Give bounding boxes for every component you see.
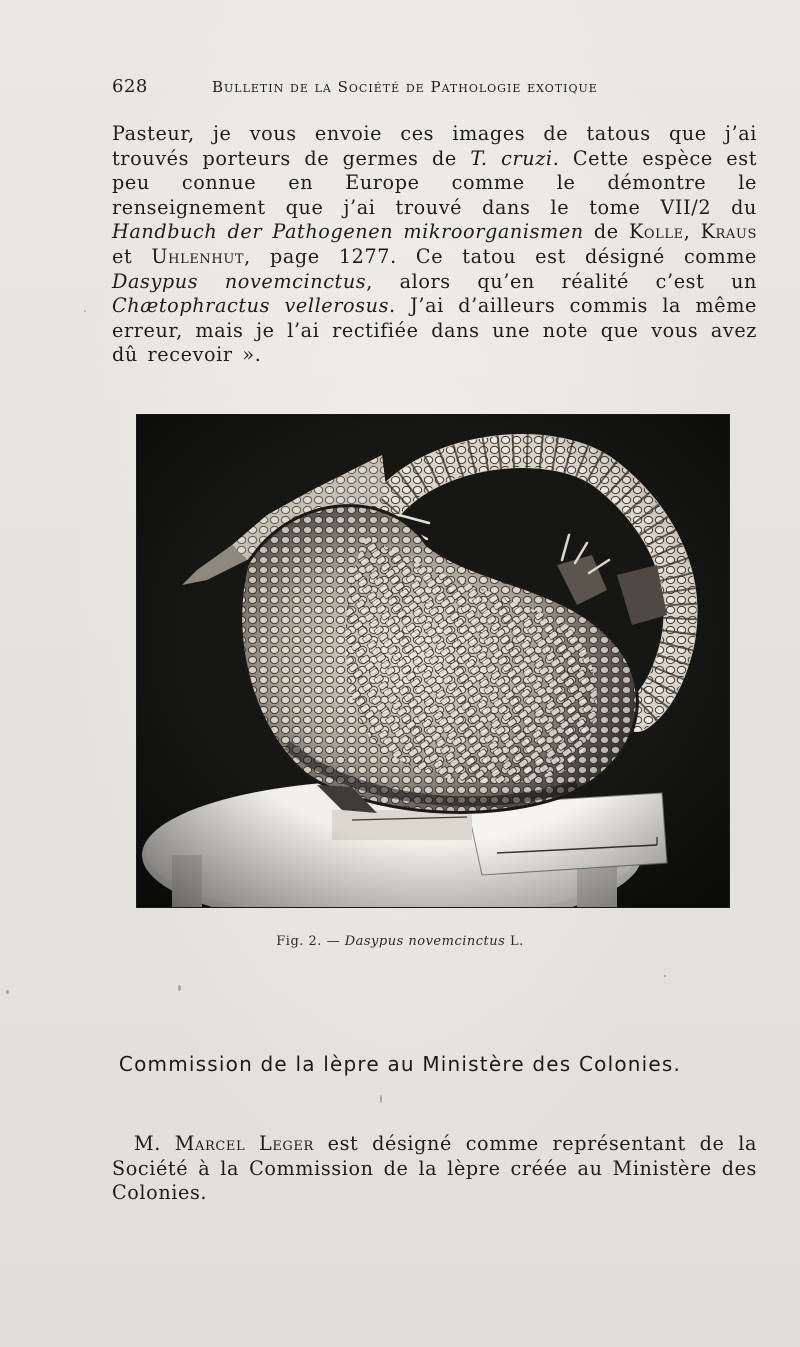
author-name: Kraus — [700, 220, 757, 244]
text-run: est désigné comme représentant de la Société à la Commission de la lèpre créée au Ministère des Colonies. — [112, 1132, 757, 1205]
figure-caption — [0, 934, 800, 949]
species-name: Chætophractus vellerosus — [112, 294, 390, 318]
text-run: . J’ai d’ailleurs commis la même erreur, mais je l’ai rectifiée dans une note que vous avez dû recevoir ». — [112, 294, 757, 367]
paper-speck — [178, 985, 181, 991]
text-run: M. — [134, 1132, 175, 1155]
species-name: T. cruzi — [470, 146, 553, 170]
armadillo-photograph — [136, 414, 730, 908]
person-name: Marcel Leger — [174, 1132, 314, 1155]
paragraph-commission — [112, 1132, 757, 1206]
species-name: Dasypus novemcinctus — [112, 269, 367, 293]
paper-speck — [664, 975, 666, 977]
text-run: de — [583, 220, 629, 244]
paper-speck — [380, 1095, 382, 1103]
caption-suffix: L. — [505, 934, 524, 949]
section-heading: Commission de la lèpre au Ministère des Colonies. — [118, 1052, 682, 1076]
text-run: , alors qu’en réalité c’est un — [366, 269, 757, 293]
caption-species: Dasypus novemcinctus — [344, 934, 506, 949]
paragraph-continuation — [112, 122, 757, 368]
text-run: et — [112, 244, 152, 268]
journal-title: Bulletin de la Société de Pathologie exotique — [212, 78, 598, 96]
caption-prefix: Fig. 2. — — [276, 934, 345, 949]
paper-speck — [84, 310, 86, 312]
author-name: Uhlenhut — [151, 244, 245, 268]
text-run: . Cette espèce est peu connue en Europe comme le démontre le renseignement que j’ai trouvé dans le tome VII/2 du — [112, 146, 758, 219]
author-name: Kolle — [628, 220, 684, 244]
paper-speck — [6, 990, 9, 994]
text-run: Pasteur, je vous envoie ces images de tatous que j’ai trouvés porteurs de germes de — [112, 122, 757, 170]
book-title: Handbuch der Pathogenen mikroorganismen — [112, 220, 584, 244]
running-header — [112, 76, 655, 100]
text-run: , page 1277. Ce tatou est désigné comme — [244, 244, 757, 268]
page-number: 628 — [112, 76, 148, 97]
text-run: , — [683, 220, 701, 244]
